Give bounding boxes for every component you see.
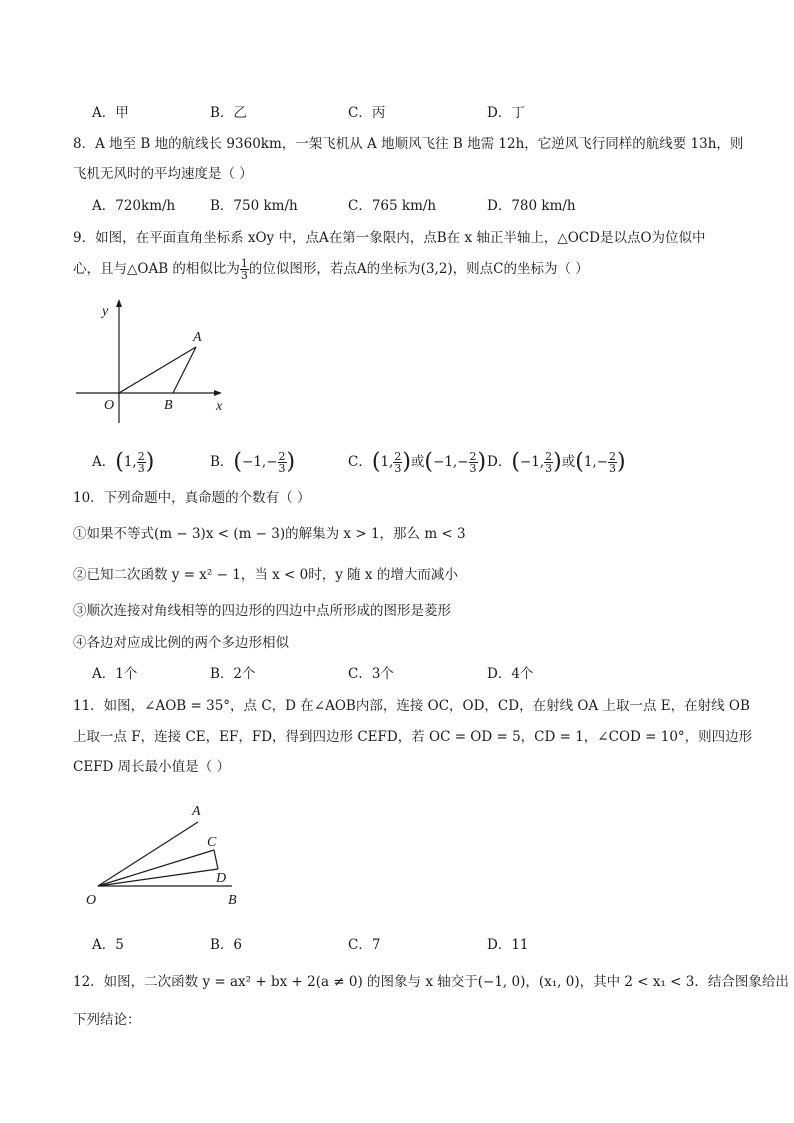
q9-option-d-den2: 3 [609,462,617,475]
q9-coordinate-figure [70,295,240,430]
q11-label-a: A [192,804,201,819]
q9-x-arrow [214,390,222,396]
q11-option-d: D．11 [487,937,529,953]
q9-option-d-den: 3 [545,462,553,475]
q9-option-d-frac2 [608,451,617,474]
q10-item-2: ②已知二次函数 y = x² − 1，当 x < 0时，y 随 x 的增大而减小 [73,567,458,583]
q11-label-o: O [86,893,97,908]
q9-option-c-den2: 3 [469,462,477,475]
q9-option-d-frac [544,451,553,474]
q10-item-1: ①如果不等式(m − 3)x < (m − 3)的解集为 x > 1，那么 m < 3 [73,526,466,542]
q11-label-b: B [228,893,237,908]
q11-label-d: D [216,871,227,886]
q9-y-arrow [116,299,122,307]
q9-option-a-frac [137,451,146,474]
q9-option-c-frac [393,451,402,474]
q12-stem-line1: 12．如图，二次函数 y = ax² + bx + 2(a ≠ 0) 的图象与 x 轴交于(−1, 0)，(x₁, 0)，其中 2 < x₁ < 3．结合图象给出 [73,974,789,990]
q9-option-d: D．(−1, $\frac{2}{3}$ )或(1,− $\frac{2}{3}$ ) [487,449,626,475]
q7-option-c: C．丙 [348,105,386,121]
q9-stem-line2-b: 的位似图形，若点A的坐标为(3,2)，则点C的坐标为（ ） [248,261,589,277]
q9-ratio-fraction [240,258,249,281]
q9-label-x: x [216,399,223,414]
q11-label-c: C [207,835,217,850]
q10-option-c: C．3个 [348,666,394,682]
q9-option-d-num: 2 [545,450,553,463]
q11-segment-cd [214,850,218,869]
q9-option-b-frac [278,451,287,474]
q9-option-a-letter: A． [92,454,116,470]
q11-stem-line3: CEFD 周长最小值是（ ） [73,759,230,775]
q7-option-b: B．乙 [210,105,247,121]
q11-stem-line1: 11．如图，∠AOB = 35°，点 C，D 在∠AOB内部，连接 OC，OD，CD，在射线 OA 上取一点 E，在射线 OB [73,698,750,714]
q10-option-b: B．2个 [210,666,256,682]
q9-option-d-num2: 2 [609,450,617,463]
q9-option-d-x2: 1,− [583,454,609,470]
q9-option-d-letter: D． [487,454,512,470]
q8-stem-line1: 8．A 地至 B 地的航线长 9360km，一架飞机从 A 地顺风飞往 B 地需 12h，它逆风飞行同样的航线要 13h，则 [73,136,744,152]
q9-option-c-or: 或 [410,454,425,470]
q9-option-c-frac2 [469,451,478,474]
q9-option-b: B．(−1,− $\frac{2}{3}$ ) [210,449,296,475]
q9-option-c-den: 3 [394,462,402,475]
q10-item-4: ④各边对应成比例的两个多边形相似 [73,635,289,651]
q9-option-d-or: 或 [561,454,576,470]
q10-item-3: ③顺次连接对角线相等的四边形的四边中点所形成的图形是菱形 [73,603,451,619]
q9-option-a-num: 2 [137,450,145,463]
q11-segment-oc [98,850,214,886]
q11-option-c: C．7 [348,937,381,953]
q7-option-a: A．甲 [92,105,129,121]
q9-option-b-letter: B． [210,454,234,470]
q9-ratio-den: 3 [240,269,248,282]
q7-option-d: D．丁 [487,105,525,121]
q9-option-c-num2: 2 [469,450,477,463]
q11-option-b: B．6 [210,937,243,953]
q9-option-b-den: 3 [278,462,286,475]
q9-stem-line2 [73,258,589,281]
q9-option-d-x: −1, [519,454,545,470]
q9-label-a: A [193,330,202,345]
q11-angle-figure [80,800,250,910]
q9-option-c-x: 1, [380,454,394,470]
q9-option-a: A．(1, $\frac{2}{3}$ ) [92,449,155,475]
q10-option-d: D．4个 [487,666,534,682]
q9-stem-line1: 9．如图，在平面直角坐标系 xOy 中，点A在第一象限内，点B在 x 轴正半轴上，△OCD是以点O为位似中 [73,230,706,246]
q9-stem-line2-a: 心，且与△OAB 的相似比为 [73,261,240,277]
q9-option-b-x: −1,− [242,454,278,470]
q12-stem-line2: 下列结论： [73,1012,141,1028]
q8-option-d: D．780 km/h [487,198,576,214]
q8-option-a: A．720km/h [92,198,176,214]
q9-option-a-den: 3 [137,462,145,475]
q9-label-b: B [164,398,173,413]
q9-option-c-num: 2 [394,450,402,463]
q9-option-b-num: 2 [278,450,286,463]
q9-option-c: C．(1, $\frac{2}{3}$ )或(−1,− $\frac{2}{3}$ ) [348,449,487,475]
q9-option-c-letter: C． [348,454,372,470]
q11-option-a: A．5 [92,937,124,953]
q8-option-c: C．765 km/h [348,198,437,214]
q9-label-y: y [102,304,109,319]
q9-label-o: O [104,398,115,413]
q9-option-a-x: 1, [123,454,137,470]
q11-stem-line2: 上取一点 F，连接 CE，EF，FD，得到四边形 CEFD，若 OC = OD = 5，CD = 1，∠COD = 10°，则四边形 [73,729,753,745]
q10-option-a: A．1个 [92,666,138,682]
q11-ray-oa [98,822,198,886]
q11-segment-od [98,869,218,886]
q10-stem: 10．下列命题中，真命题的个数有（ ） [73,490,311,506]
q8-stem-line2: 飞机无风时的平均速度是（ ） [73,166,253,182]
q9-ratio-num: 1 [240,257,248,270]
q9-option-c-x2: −1,− [433,454,469,470]
q8-option-b: B．750 km/h [210,198,298,214]
